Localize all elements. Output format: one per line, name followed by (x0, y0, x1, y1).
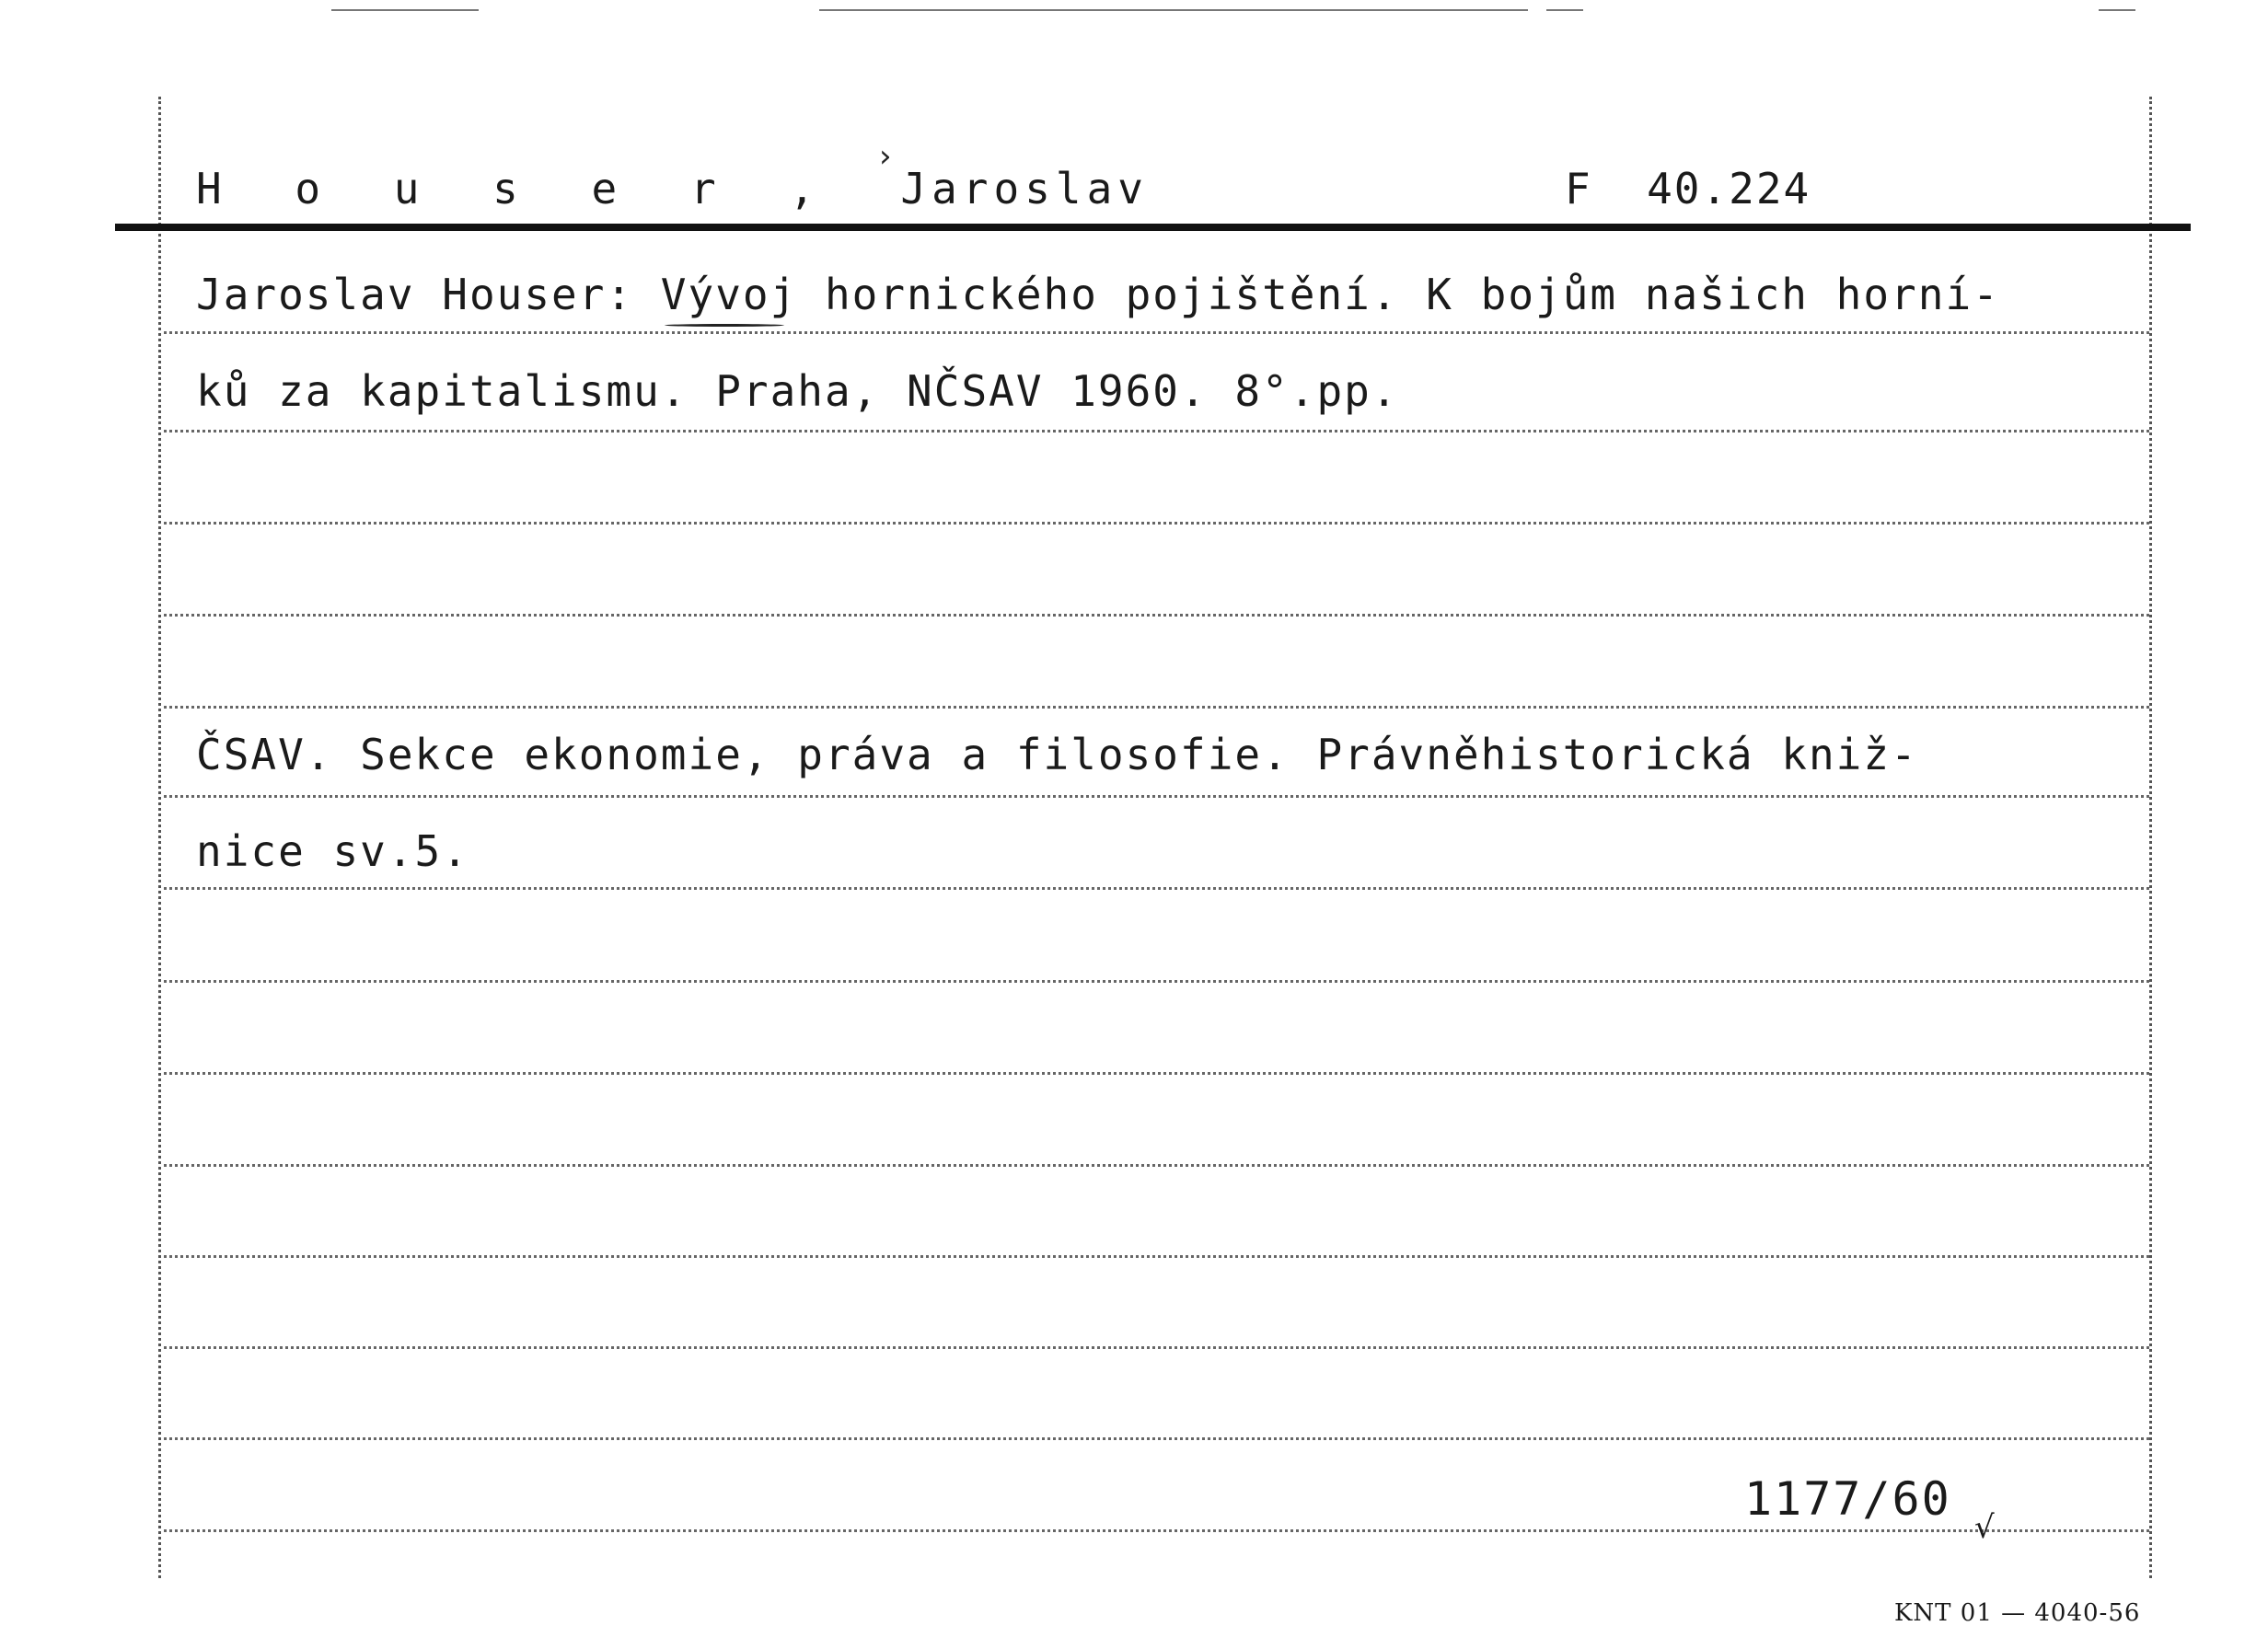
ruled-line (164, 1529, 2149, 1532)
header-rule (115, 224, 2191, 231)
ruled-line (164, 1164, 2149, 1167)
ruled-line (164, 430, 2149, 432)
top-edge-dash (819, 9, 1528, 11)
card-left-border (158, 97, 161, 1578)
bracket-mark: › (879, 138, 892, 175)
top-edge-dash (2099, 9, 2135, 11)
ruled-line (164, 614, 2149, 617)
ruled-line (164, 795, 2149, 798)
author-heading: H o u s e r , Jaroslav (196, 164, 1149, 213)
ruled-line (164, 706, 2149, 709)
ruled-line (164, 331, 2149, 334)
top-edge-dash (1546, 9, 1583, 11)
form-code: KNT 01 — 4040-56 (1894, 1599, 2141, 1627)
accession-number: 1177/60 (1744, 1472, 1951, 1526)
underline-mark (665, 324, 784, 327)
ruled-line (164, 1255, 2149, 1258)
ruled-line (164, 1437, 2149, 1440)
ruled-line (164, 887, 2149, 890)
check-mark: √ (1974, 1509, 1995, 1546)
entry-line-1: Jaroslav Houser: Vývoj hornického pojištění. K bojům našich horní- (196, 270, 2000, 319)
top-edge-dash (331, 9, 479, 11)
ruled-line (164, 1072, 2149, 1075)
series-line-1: ČSAV. Sekce ekonomie, práva a filosofie. Právněhistorická kniž- (196, 730, 1918, 779)
series-line-2: nice sv.5. (196, 826, 469, 876)
ruled-line (164, 522, 2149, 525)
entry-line-2: ků za kapitalismu. Praha, NČSAV 1960. 8°.pp. (196, 366, 1399, 416)
call-number: F 40.224 (1565, 164, 1811, 213)
card-right-border (2149, 97, 2152, 1578)
ruled-line (164, 1346, 2149, 1349)
ruled-line (164, 980, 2149, 983)
